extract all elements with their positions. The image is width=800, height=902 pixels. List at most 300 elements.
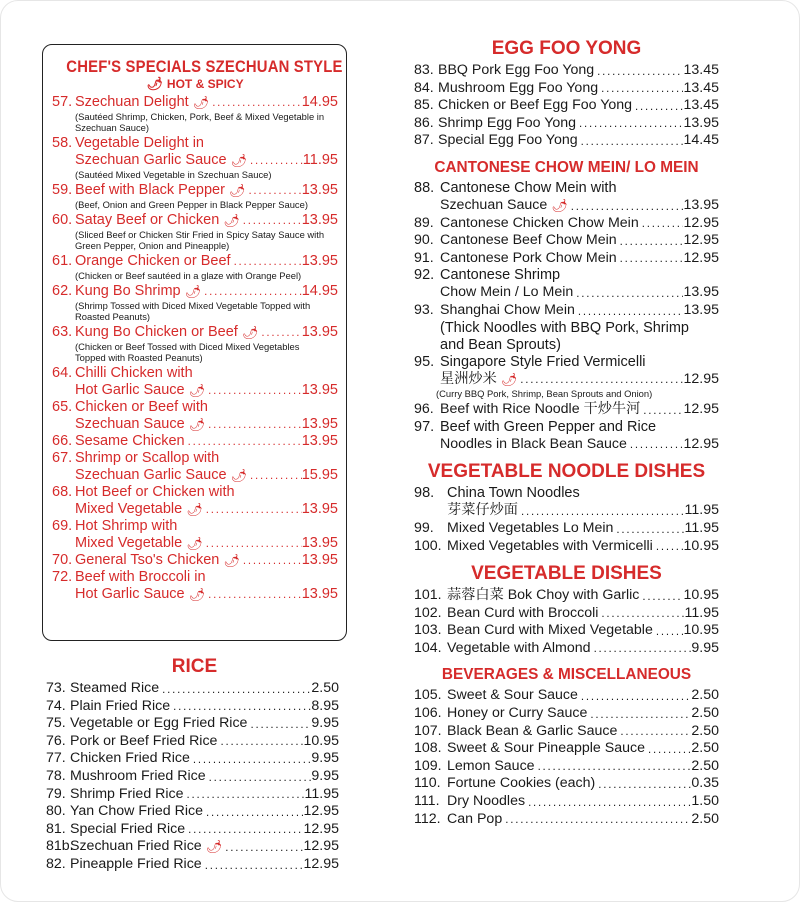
- item-price: 14.95: [301, 94, 338, 110]
- menu-item-row: [414, 232, 719, 250]
- menu-item: [46, 786, 339, 804]
- leader-dots: [613, 523, 684, 538]
- item-price: 13.45: [683, 79, 719, 96]
- item-price: 9.95: [691, 639, 719, 656]
- leader-dots: [632, 100, 683, 115]
- item-price: 12.95: [683, 214, 719, 231]
- beverages-title: BEVERAGES & MISCELLANEOUS: [441, 666, 692, 684]
- menu-item: [52, 324, 338, 363]
- item-number: 59.: [52, 182, 73, 198]
- chili-icon: 🌶︎: [551, 197, 568, 213]
- menu-item: [52, 484, 338, 518]
- item-price: 0.35: [691, 775, 719, 792]
- menu-item-row: [414, 115, 719, 133]
- leader-dots: [240, 214, 302, 229]
- specials-list: [52, 94, 338, 603]
- right-column: [414, 36, 719, 828]
- menu-item-row: [52, 501, 338, 518]
- item-name: Chicken or Beef with: [75, 399, 208, 415]
- item-name: Beef with Rice Noodle 干炒牛河: [440, 401, 641, 418]
- item-number: 67.: [52, 450, 73, 466]
- menu-item-line: [52, 399, 338, 416]
- item-name: Szechuan Garlic Sauce: [75, 467, 227, 483]
- leader-dots: [518, 505, 685, 520]
- leader-dots: [573, 287, 683, 302]
- beverages-list: [414, 687, 719, 828]
- menu-item-line: [414, 419, 719, 436]
- menu-item: [414, 180, 719, 215]
- item-name: Yan Chow Fried Rice: [70, 803, 203, 820]
- leader-dots: [184, 788, 305, 803]
- item-number: 91.: [414, 249, 434, 266]
- item-price: 12.95: [303, 855, 339, 872]
- item-number: 65.: [52, 399, 73, 415]
- menu-item: [414, 419, 719, 454]
- menu-item: [52, 253, 338, 281]
- leader-dots: [653, 540, 684, 555]
- leader-dots: [568, 200, 684, 215]
- item-number: 96.: [414, 401, 434, 418]
- item-name: Can Pop: [447, 810, 503, 827]
- item-name: Beef with Broccoli in: [75, 569, 206, 585]
- item-number: 61.: [52, 253, 73, 269]
- item-name: Mixed Vegetable: [75, 501, 183, 517]
- item-number: 100.: [414, 537, 442, 554]
- menu-item-row: [52, 182, 338, 199]
- item-name: Special Fried Rice: [70, 820, 186, 837]
- menu-item-row: [414, 371, 719, 389]
- leader-dots: [591, 642, 692, 657]
- menu-item: [414, 80, 719, 98]
- leader-dots: [640, 404, 683, 419]
- menu-item-line: [52, 365, 338, 382]
- item-name: Mushroom Fried Rice: [70, 767, 206, 784]
- menu-item-line: [414, 267, 719, 284]
- item-name: Honey or Curry Sauce: [447, 705, 588, 722]
- menu-item: [414, 605, 719, 623]
- leader-dots: [245, 184, 301, 199]
- menu-item: [52, 518, 338, 552]
- menu-item-row: [414, 250, 719, 268]
- item-description: (Shrimp Tossed with Diced Mixed Vegetable Topped with Roasted Peanuts): [75, 300, 311, 322]
- item-number: 74.: [46, 697, 66, 714]
- menu-item: [414, 538, 719, 556]
- item-number: 97.: [414, 418, 435, 435]
- menu-item: [52, 283, 338, 322]
- leader-dots: [247, 154, 303, 169]
- left-column: [42, 44, 347, 874]
- item-name: Sweet & Sour Pineapple Sauce: [447, 740, 645, 757]
- leader-dots: [639, 217, 684, 232]
- item-number: 64.: [52, 365, 73, 381]
- menu-item: [414, 132, 719, 150]
- item-name: Bean Curd with Mixed Vegetable: [447, 622, 653, 639]
- item-name: Sesame Chicken: [75, 433, 185, 449]
- menu-item-row: [46, 786, 339, 804]
- item-number: 89.: [414, 214, 434, 231]
- item-number: 104.: [414, 639, 442, 656]
- menu-item: [414, 705, 719, 723]
- item-number: 78.: [46, 767, 66, 784]
- menu-item-row: [46, 803, 339, 821]
- item-number: 87.: [414, 132, 434, 149]
- item-price: 13.95: [301, 382, 338, 398]
- menu-item-row: [46, 698, 339, 716]
- item-name: General Tso's Chicken: [75, 552, 220, 568]
- item-description: (Beef, Onion and Green Pepper in Black Pepper Sauce): [75, 199, 308, 210]
- leader-dots: [201, 285, 302, 300]
- item-description: (Sautéed Shrimp, Chicken, Pork, Beef & Mixed Vegetable in Szechuan Sauce): [75, 111, 325, 133]
- menu-item: [52, 450, 338, 484]
- item-number: 90.: [414, 232, 434, 249]
- item-number: 112.: [414, 810, 441, 827]
- item-price: 9.95: [311, 767, 339, 784]
- menu-item-row: [46, 856, 339, 874]
- leader-dots: [206, 771, 312, 786]
- item-name: Szechuan Fried Rice: [70, 838, 202, 855]
- menu-item: [46, 715, 339, 733]
- item-number: 58.: [52, 135, 73, 151]
- menu-item: [414, 62, 719, 80]
- hot-spicy-label: HOT & SPICY: [166, 77, 244, 91]
- menu-item: [46, 768, 339, 786]
- item-price: 15.95: [301, 467, 338, 483]
- menu-item: [414, 723, 719, 741]
- menu-item-row: [46, 733, 339, 751]
- item-name: 蒜蓉白菜 Bok Choy with Garlic: [447, 587, 640, 604]
- menu-item: [46, 803, 339, 821]
- menu-item: [46, 856, 339, 874]
- item-number: 102.: [414, 604, 442, 621]
- item-price: 12.95: [303, 803, 339, 820]
- menu-item-row: [52, 467, 338, 484]
- menu-item: [414, 354, 719, 400]
- item-name: Satay Beef or Chicken: [75, 212, 220, 228]
- menu-item: [46, 698, 339, 716]
- leader-dots: [517, 373, 683, 388]
- item-name: Hot Shrimp with: [75, 518, 178, 534]
- menu-item-row: [52, 416, 338, 433]
- menu-item-row: [414, 740, 719, 758]
- item-name: Shrimp Egg Foo Yong: [438, 114, 577, 131]
- veg-noodle-list: [414, 485, 719, 555]
- leader-dots: [202, 859, 304, 874]
- leader-dots: [645, 743, 691, 758]
- item-number: 72.: [52, 569, 73, 585]
- leader-dots: [231, 255, 302, 270]
- item-name: BBQ Pork Egg Foo Yong: [438, 62, 595, 78]
- menu-item: [414, 622, 719, 640]
- leader-dots: [203, 806, 303, 821]
- menu-item-row: [46, 680, 339, 698]
- menu-item: [52, 569, 338, 603]
- menu-item-line: [52, 518, 338, 535]
- item-number: 108.: [414, 740, 442, 757]
- item-name: Szechuan Sauce: [75, 416, 185, 432]
- menu-item: [52, 365, 338, 399]
- item-price: 2.50: [691, 722, 719, 739]
- item-number: 81b.: [46, 838, 74, 855]
- leader-dots: [653, 625, 684, 640]
- item-price: 2.50: [691, 705, 719, 722]
- item-price: 9.95: [311, 750, 339, 767]
- leader-dots: [209, 96, 302, 111]
- item-number: 62.: [52, 283, 73, 299]
- menu-item-row: [52, 283, 338, 300]
- menu-item: [414, 485, 719, 520]
- item-price: 8.95: [311, 697, 339, 714]
- leader-dots: [185, 435, 302, 450]
- menu-item-row: [414, 520, 719, 538]
- menu-item-row: [46, 821, 339, 839]
- leader-dots: [617, 725, 691, 740]
- item-price: 10.95: [683, 622, 719, 639]
- menu-item-row: [414, 538, 719, 556]
- leader-dots: [587, 708, 691, 723]
- leader-dots: [185, 823, 303, 838]
- item-price: 2.50: [691, 757, 719, 774]
- item-description: (Chicken or Beef Tossed with Diced Mixed Vegetables Topped with Roasted Peanuts): [75, 341, 300, 363]
- leader-dots: [247, 718, 311, 733]
- leader-dots: [205, 384, 302, 399]
- leader-dots: [639, 590, 683, 605]
- menu-item-row: [414, 605, 719, 623]
- menu-item-row: [414, 705, 719, 723]
- item-note: and Bean Sprouts): [440, 336, 561, 353]
- item-name: Orange Chicken or Beef: [75, 253, 231, 269]
- item-price: 14.45: [683, 132, 719, 149]
- menu-item-row: [414, 502, 719, 520]
- item-name: 芽菜仔炒面: [447, 502, 518, 519]
- menu-item-row: [414, 80, 719, 98]
- menu-item: [52, 399, 338, 433]
- item-price: 10.95: [303, 732, 339, 749]
- menu-item-row: [414, 723, 719, 741]
- hot-spicy-subtitle: [52, 77, 338, 91]
- menu-item-row: [414, 640, 719, 658]
- menu-item-row: [46, 750, 339, 768]
- leader-dots: [217, 735, 303, 750]
- item-price: 12.95: [303, 838, 339, 855]
- item-name: Chow Mein / Lo Mein: [440, 284, 574, 301]
- egg-foo-yong-title: EGG FOO YONG: [491, 38, 642, 59]
- menu-item-row: [414, 132, 719, 150]
- leader-dots: [595, 778, 691, 793]
- item-number: 77.: [46, 750, 66, 767]
- item-price: 13.95: [683, 196, 719, 213]
- item-number: 85.: [414, 97, 434, 114]
- veg-dishes-title: VEGETABLE DISHES: [471, 563, 662, 585]
- item-price: 2.50: [691, 740, 719, 757]
- chili-icon: 🌶︎: [205, 839, 223, 855]
- menu-item-row: [414, 302, 719, 320]
- item-name: Vegetable Delight in: [75, 135, 204, 151]
- chili-icon: 🌶︎: [230, 468, 248, 483]
- leader-dots: [205, 588, 302, 603]
- menu-item: [414, 250, 719, 268]
- item-price: 12.95: [303, 820, 339, 837]
- item-name: Szechuan Sauce: [440, 196, 548, 213]
- menu-item: [414, 775, 719, 793]
- leader-dots: [525, 796, 691, 811]
- menu-item-row: [414, 215, 719, 233]
- leader-dots: [576, 117, 683, 132]
- menu-item-row: [46, 715, 339, 733]
- item-price: 12.95: [683, 249, 719, 266]
- menu-item-line: [52, 135, 338, 152]
- item-name: Noodles in Black Bean Sauce: [440, 435, 627, 452]
- chili-icon: 🌶︎: [186, 502, 203, 517]
- item-price: 2.50: [311, 680, 339, 696]
- item-number: 76.: [46, 732, 66, 749]
- menu-item: [414, 401, 719, 419]
- menu-item-row: [52, 94, 338, 111]
- veg-noodle-title: VEGETABLE NOODLE DISHES: [427, 461, 706, 483]
- menu-item-row: [414, 62, 719, 80]
- menu-item: [414, 115, 719, 133]
- item-price: 1.50: [691, 793, 719, 810]
- item-number: 103.: [414, 622, 442, 639]
- item-name: Beef with Green Pepper and Rice: [440, 418, 657, 435]
- item-price: 13.95: [301, 253, 338, 269]
- item-name: Mixed Vegetables with Vermicelli: [447, 537, 653, 554]
- item-description: (Chicken or Beef sautéed in a glaze with Orange Peel): [75, 270, 302, 281]
- menu-item: [52, 182, 338, 210]
- item-price: 13.45: [683, 62, 719, 78]
- item-number: 105.: [414, 687, 442, 704]
- item-name: Mushroom Egg Foo Yong: [438, 79, 599, 96]
- item-price: 12.95: [683, 435, 719, 452]
- egg-foo-yong-list: [414, 62, 719, 150]
- menu-item: [46, 750, 339, 768]
- item-number: 81.: [46, 820, 66, 837]
- menu-item-row: [52, 433, 338, 450]
- menu-item-row: [52, 212, 338, 229]
- menu-item: [414, 740, 719, 758]
- menu-item-line: [414, 180, 719, 197]
- menu-item-row: [414, 97, 719, 115]
- menu-item: [46, 821, 339, 839]
- menu-item: [414, 215, 719, 233]
- menu-item-row: [52, 324, 338, 341]
- item-price: 11.95: [302, 152, 338, 168]
- item-name: Shrimp or Scallop with: [75, 450, 220, 466]
- item-price: 13.95: [301, 212, 338, 228]
- leader-dots: [594, 65, 683, 80]
- item-name: Special Egg Foo Yong: [438, 132, 578, 149]
- item-price: 2.50: [691, 687, 719, 704]
- leader-dots: [258, 326, 301, 341]
- item-number: 98.: [414, 485, 435, 502]
- item-name: Cantonese Chow Mein with: [440, 179, 617, 196]
- leader-dots: [617, 252, 684, 267]
- item-name: Chilli Chicken with: [75, 365, 193, 381]
- item-price: 13.95: [683, 301, 719, 318]
- item-price: 11.95: [684, 502, 719, 519]
- menu-item: [414, 267, 719, 302]
- leader-dots: [222, 841, 303, 856]
- item-name: Chicken Fried Rice: [70, 750, 190, 767]
- leader-dots: [598, 82, 683, 97]
- menu-item: [46, 680, 339, 698]
- menu-item: [52, 135, 338, 180]
- item-name: Szechuan Garlic Sauce: [75, 152, 227, 168]
- item-name: Black Bean & Garlic Sauce: [447, 722, 618, 739]
- item-name: Dry Noodles: [447, 793, 526, 810]
- menu-item-row: [52, 535, 338, 552]
- menu-item-row: [414, 687, 719, 705]
- rice-list: [42, 680, 347, 874]
- item-name: Vegetable or Egg Fried Rice: [70, 715, 248, 732]
- leader-dots: [240, 554, 302, 569]
- item-name: Szechuan Delight: [75, 94, 189, 110]
- item-name: Cantonese Chicken Chow Mein: [440, 214, 639, 231]
- item-price: 11.95: [684, 604, 719, 621]
- item-name: Vegetable with Almond: [447, 639, 591, 656]
- chili-icon: 🌶︎: [188, 417, 206, 432]
- menu-item-line: [52, 450, 338, 467]
- item-number: 80.: [46, 803, 66, 820]
- item-description: (Sliced Beef or Chicken Stir Fried in Spicy Satay Sauce with Green Pepper, Onion and Pineapple): [75, 229, 325, 251]
- item-price: 2.50: [691, 810, 719, 827]
- item-price: 13.95: [301, 416, 338, 432]
- item-price: 12.95: [683, 232, 719, 249]
- item-price: 13.95: [301, 501, 338, 517]
- chefs-specials-box: [42, 44, 347, 641]
- item-name: Shanghai Chow Mein: [440, 301, 575, 318]
- leader-dots: [203, 537, 302, 552]
- menu-item: [414, 302, 719, 354]
- menu-item: [414, 793, 719, 811]
- leader-dots: [535, 760, 692, 775]
- chili-icon: 🌶︎: [500, 371, 518, 387]
- item-price: 13.95: [301, 586, 338, 602]
- item-number: 70.: [52, 552, 73, 568]
- item-number: 95.: [414, 353, 435, 370]
- item-number: 66.: [52, 433, 73, 449]
- leader-dots: [578, 135, 684, 150]
- chili-icon: 🌶︎: [188, 587, 206, 602]
- item-number: 109.: [414, 757, 442, 774]
- item-number: 99.: [414, 519, 434, 536]
- item-price: 12.95: [683, 370, 719, 387]
- menu-item-row: [414, 793, 719, 811]
- item-number: 86.: [414, 114, 434, 131]
- item-number: 92.: [414, 267, 435, 284]
- menu-item: [414, 640, 719, 658]
- chili-icon: 🌶︎: [223, 213, 240, 228]
- item-number: 110.: [414, 775, 441, 792]
- chow-mein-list: [414, 180, 719, 453]
- item-name: Hot Beef or Chicken with: [75, 484, 235, 500]
- leader-dots: [203, 503, 302, 518]
- item-name: Cantonese Pork Chow Mein: [440, 249, 617, 266]
- leader-dots: [247, 469, 302, 484]
- menu-item-row: [52, 382, 338, 399]
- item-name: Pineapple Fried Rice: [70, 855, 202, 872]
- item-name: Lemon Sauce: [447, 757, 535, 774]
- menu-item-line: [52, 484, 338, 501]
- item-number: 107.: [414, 722, 442, 739]
- item-number: 69.: [52, 518, 73, 534]
- menu-item-row: [414, 758, 719, 776]
- item-name: Fortune Cookies (each): [447, 775, 596, 792]
- item-price: 10.95: [683, 537, 719, 554]
- menu-item: [414, 232, 719, 250]
- item-description: (Sautéed Mixed Vegetable in Szechuan Sauce): [75, 169, 272, 180]
- item-name: Hot Garlic Sauce: [75, 382, 185, 398]
- menu-item: [414, 520, 719, 538]
